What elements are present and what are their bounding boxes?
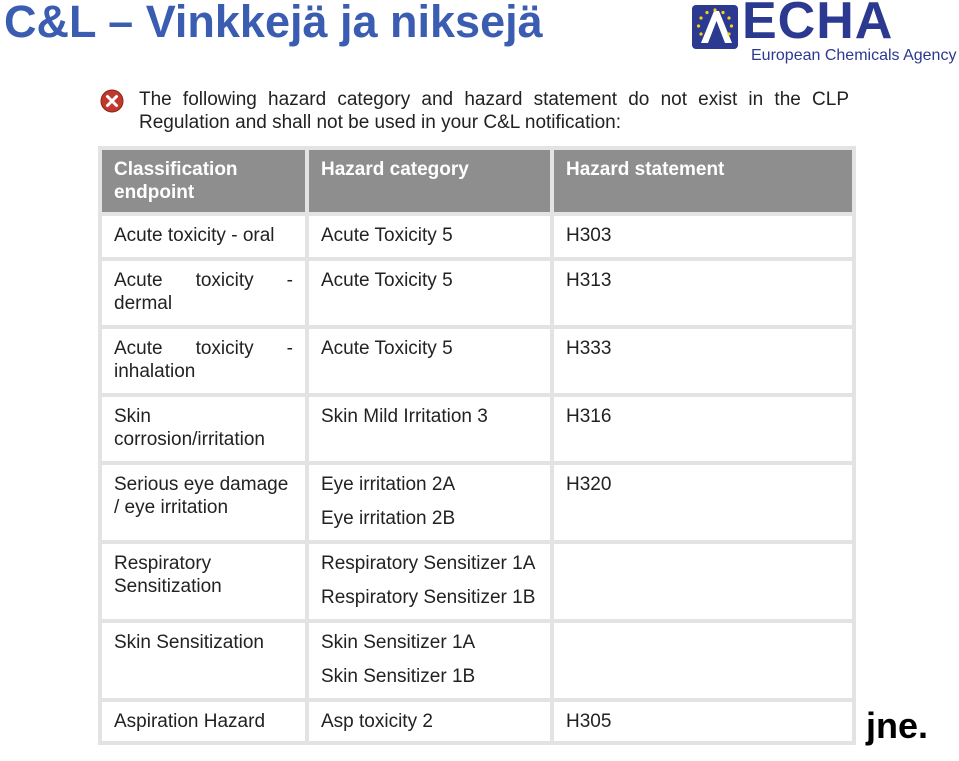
- category-cell: Acute Toxicity 5: [309, 329, 550, 393]
- footer-etc-text: jne.: [866, 705, 929, 746]
- table-row: [102, 465, 852, 540]
- statement-cell: [554, 623, 852, 698]
- statement-cell: [554, 544, 852, 619]
- notification-panel: [96, 82, 858, 750]
- category-cell: Skin Mild Irritation 3: [309, 397, 550, 461]
- slide-title: C&L – Vinkkejä ja niksejä: [4, 0, 543, 47]
- endpoint-cell: [102, 465, 305, 540]
- endpoint-line1: Acute toxicity -: [114, 270, 293, 291]
- endpoint-line1: Respiratory: [114, 553, 212, 574]
- endpoint-line2: dermal: [114, 293, 173, 314]
- endpoint-cell: Skin Sensitization: [102, 623, 305, 698]
- endpoint-cell: [102, 544, 305, 619]
- category-line: Skin Sensitizer 1B: [321, 666, 476, 687]
- category-line: Skin Sensitizer 1A: [321, 632, 476, 653]
- statement-cell: H305: [554, 702, 852, 741]
- header-classification-endpoint: Classification endpoint: [102, 150, 305, 212]
- error-x-icon: [100, 89, 124, 113]
- table-row: [102, 261, 852, 325]
- error-text-line1: The following hazard category and hazard statement do not exist in the CLP: [139, 89, 849, 110]
- endpoint-line2: / eye irritation: [114, 497, 229, 518]
- category-cell: Acute Toxicity 5: [309, 261, 550, 325]
- category-line: Eye irritation 2A: [321, 474, 456, 495]
- category-line: Eye irritation 2B: [321, 508, 456, 529]
- table-row: [102, 397, 852, 461]
- header-hazard-statement: Hazard statement: [554, 150, 852, 212]
- logo-wordmark: ECHA: [742, 0, 894, 50]
- table-row: [102, 544, 852, 619]
- header-hazard-category: Hazard category: [309, 150, 550, 212]
- endpoint-line1: Acute toxicity -: [114, 338, 293, 359]
- category-cell: [309, 544, 550, 619]
- table-row: [102, 623, 852, 698]
- error-text-line2: Regulation and shall not be used in your C&L notification:: [139, 112, 621, 133]
- table-row: [102, 216, 852, 257]
- statement-cell: H316: [554, 397, 852, 461]
- table-header-row: [102, 150, 852, 212]
- endpoint-line2: Sensitization: [114, 576, 222, 597]
- endpoint-cell: [102, 329, 305, 393]
- endpoint-line2: corrosion/irritation: [114, 429, 265, 450]
- category-cell: [309, 465, 550, 540]
- category-line: Respiratory Sensitizer 1B: [321, 587, 536, 608]
- statement-cell: H303: [554, 216, 852, 257]
- hazard-table: [98, 146, 856, 745]
- category-cell: Acute Toxicity 5: [309, 216, 550, 257]
- echa-logo: [692, 0, 957, 67]
- error-message: [96, 86, 856, 142]
- endpoint-cell: Aspiration Hazard: [102, 702, 305, 741]
- category-cell: Asp toxicity 2: [309, 702, 550, 741]
- error-text: [139, 88, 849, 134]
- logo-tagline: European Chemicals Agency: [751, 47, 957, 64]
- statement-cell: H313: [554, 261, 852, 325]
- endpoint-cell: Acute toxicity - oral: [102, 216, 305, 257]
- statement-cell: H320: [554, 465, 852, 540]
- table-row: [102, 329, 852, 393]
- eu-stars-icon: [692, 5, 738, 49]
- category-line: Respiratory Sensitizer 1A: [321, 553, 536, 574]
- endpoint-line2: inhalation: [114, 361, 196, 382]
- endpoint-line1: Serious eye damage: [114, 474, 289, 495]
- table-row: [102, 702, 852, 741]
- endpoint-cell: [102, 397, 305, 461]
- endpoint-cell: [102, 261, 305, 325]
- category-cell: [309, 623, 550, 698]
- endpoint-line1: Skin: [114, 406, 151, 427]
- statement-cell: H333: [554, 329, 852, 393]
